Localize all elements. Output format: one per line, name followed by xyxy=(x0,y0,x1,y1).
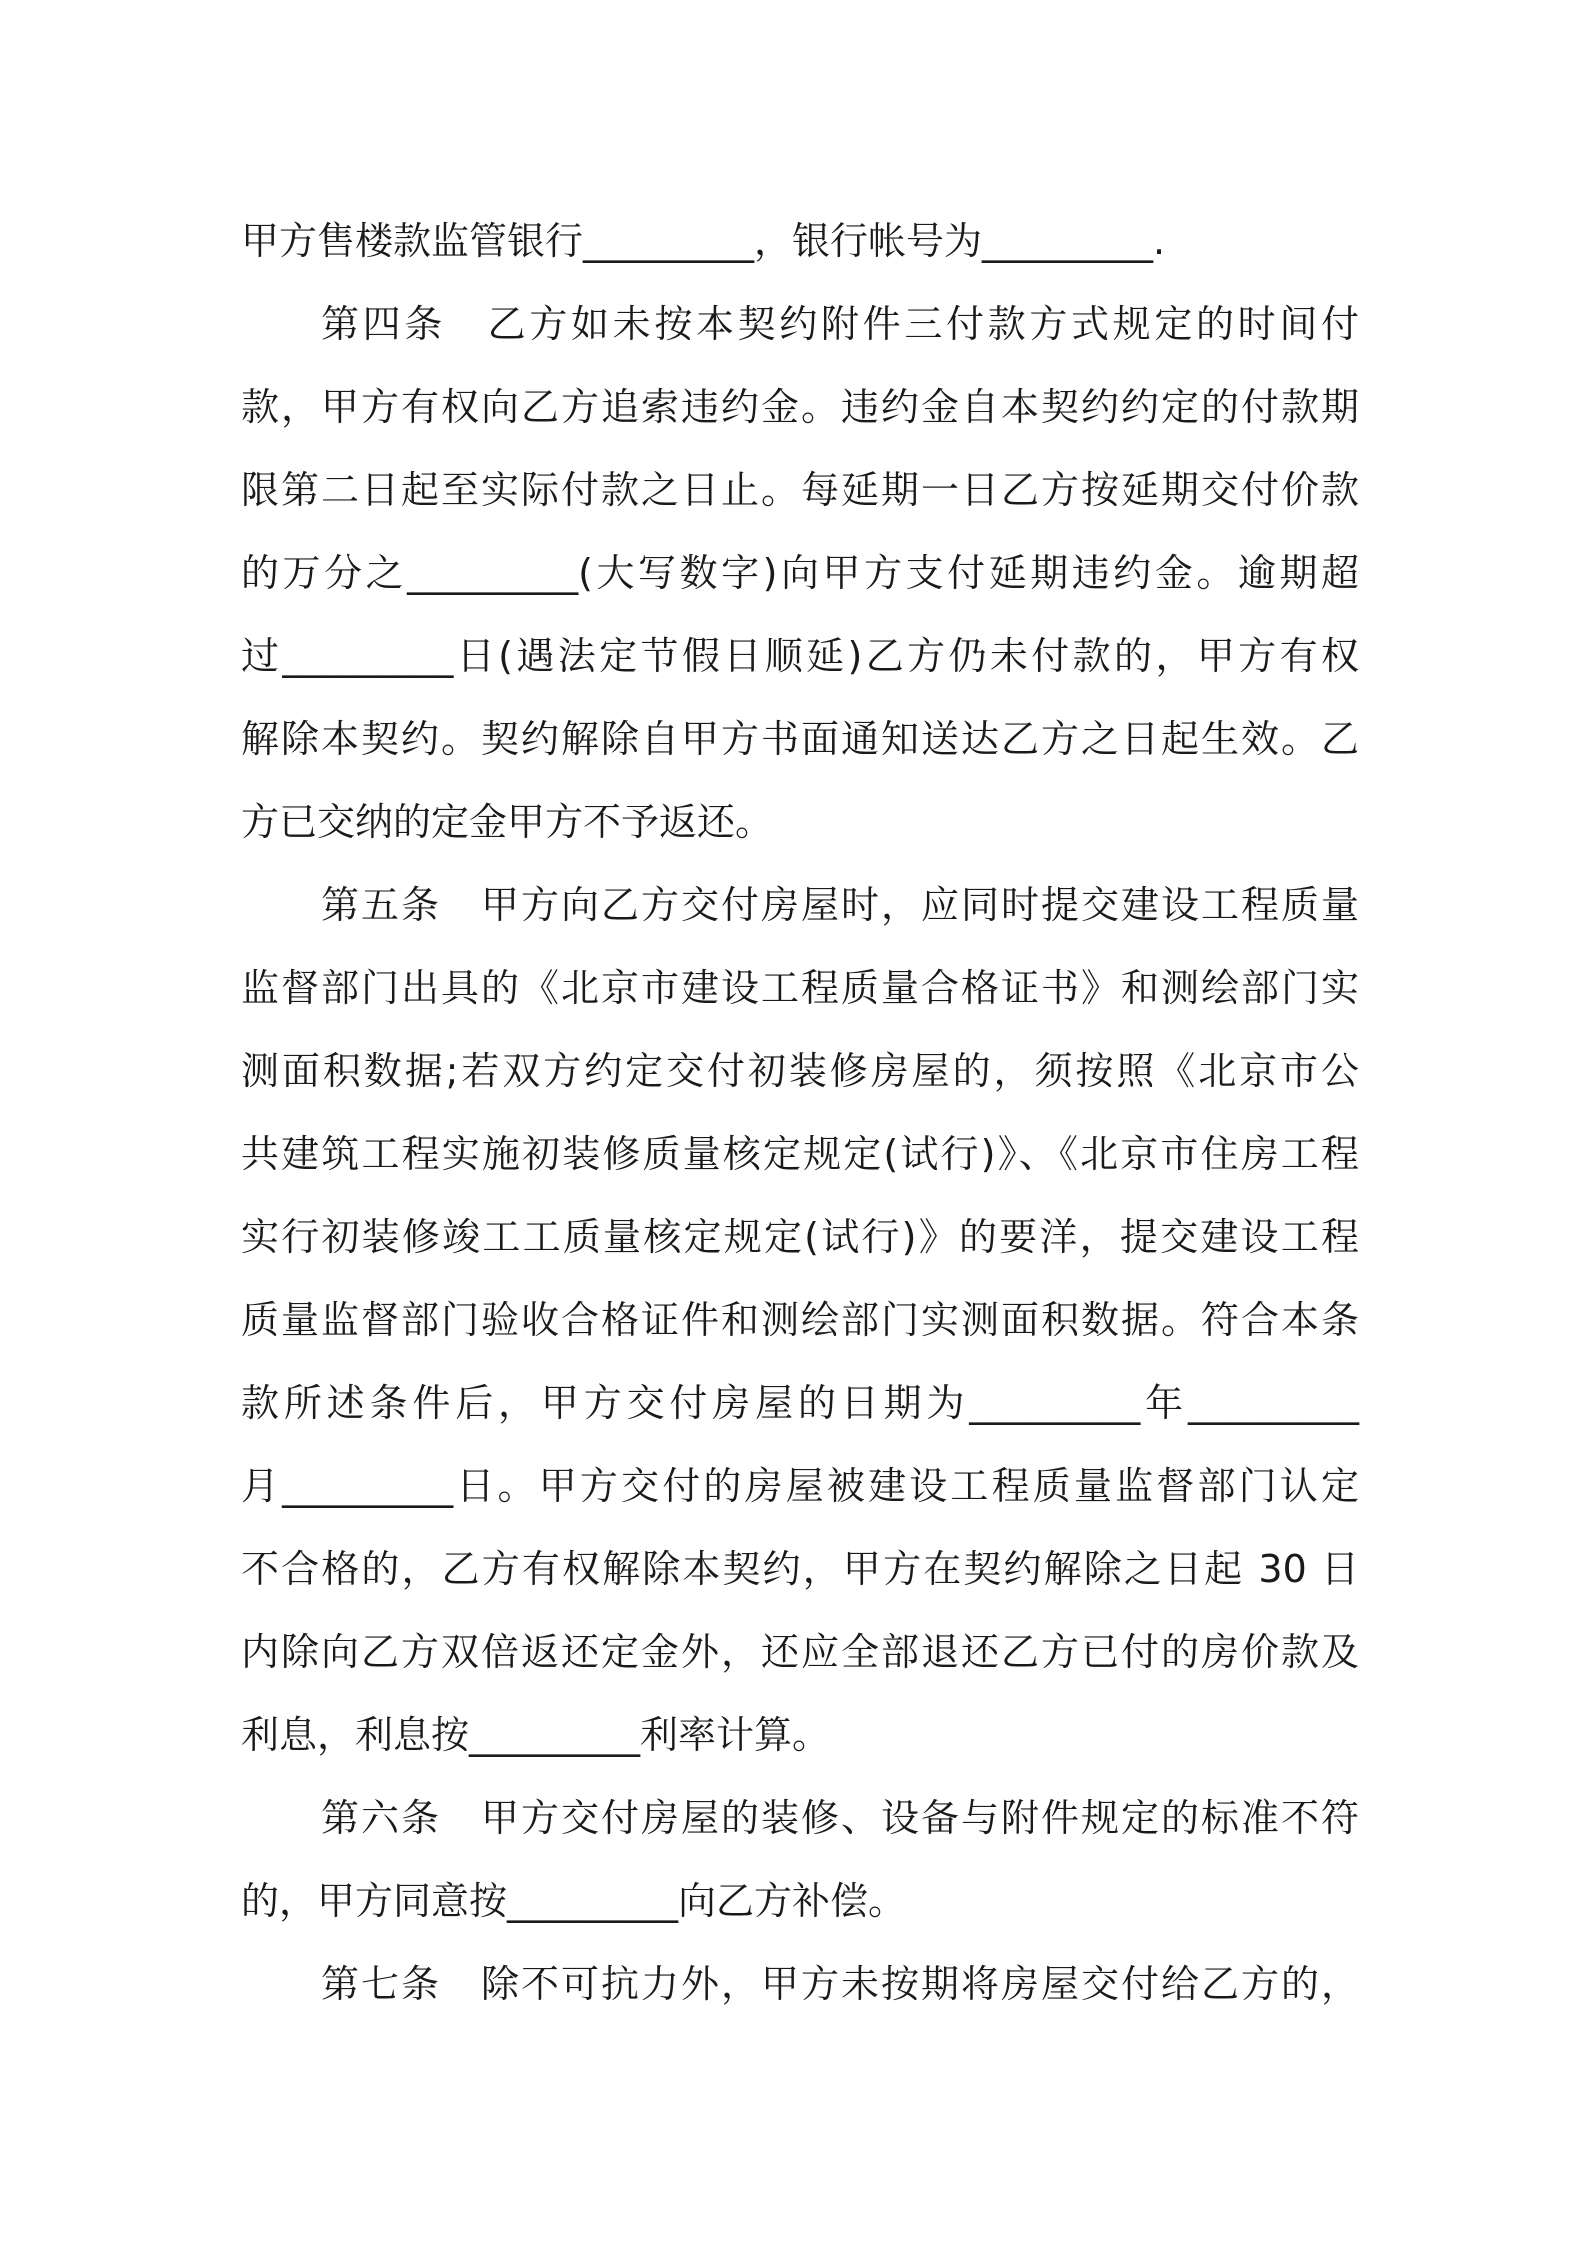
article-4-heading-line: 第四条 乙方如未按本契约附件三付款方式规定的时间付 xyxy=(321,302,1359,346)
text-line: 利息，利息按_________利率计算。 xyxy=(241,1713,831,1757)
text-line: 过_________日(遇法定节假日顺延)乙方仍未付款的，甲方有权 xyxy=(241,634,1359,678)
text-line: 的，甲方同意按_________向乙方补偿。 xyxy=(241,1879,907,1923)
text-line: 内除向乙方双倍返还定金外，还应全部退还乙方已付的房价款及 xyxy=(241,1630,1359,1674)
text-line: 不合格的，乙方有权解除本契约，甲方在契约解除之日起 30 日 xyxy=(241,1547,1359,1591)
text-line: 解除本契约。契约解除自甲方书面通知送达乙方之日起生效。乙 xyxy=(241,717,1359,761)
text-line: 款，甲方有权向乙方追索违约金。违约金自本契约约定的付款期 xyxy=(241,385,1359,429)
text-line: 限第二日起至实际付款之日止。每延期一日乙方按延期交付价款 xyxy=(241,468,1359,512)
text-line: 共建筑工程实施初装修质量核定规定(试行)》、《北京市住房工程 xyxy=(241,1132,1359,1176)
text-line: 月_________日。甲方交付的房屋被建设工程质量监督部门认定 xyxy=(241,1464,1359,1508)
text-line: 甲方售楼款监管银行_________，银行帐号为_________. xyxy=(241,219,1166,263)
text-line: 方已交纳的定金甲方不予返还。 xyxy=(241,800,774,844)
text-line: 测面积数据;若双方约定交付初装修房屋的，须按照《北京市公 xyxy=(241,1049,1359,1093)
text-line: 的万分之_________(大写数字)向甲方支付延期违约金。逾期超 xyxy=(241,551,1359,595)
text-line: 质量监督部门验收合格证件和测绘部门实测面积数据。符合本条 xyxy=(241,1298,1359,1342)
text-line: 监督部门出具的《北京市建设工程质量合格证书》和测绘部门实 xyxy=(241,966,1359,1010)
contract-text xyxy=(241,200,1359,2026)
article-5-heading-line: 第五条 甲方向乙方交付房屋时，应同时提交建设工程质量 xyxy=(321,883,1359,927)
article-6-heading-line: 第六条 甲方交付房屋的装修、设备与附件规定的标准不符 xyxy=(321,1796,1359,1840)
text-line: 实行初装修竣工工质量核定规定(试行)》的要洋，提交建设工程 xyxy=(241,1215,1359,1259)
article-7-heading-line: 第七条 除不可抗力外，甲方未按期将房屋交付给乙方的， xyxy=(321,1962,1359,2006)
text-line: 款所述条件后，甲方交付房屋的日期为_________年_________ xyxy=(241,1381,1359,1425)
